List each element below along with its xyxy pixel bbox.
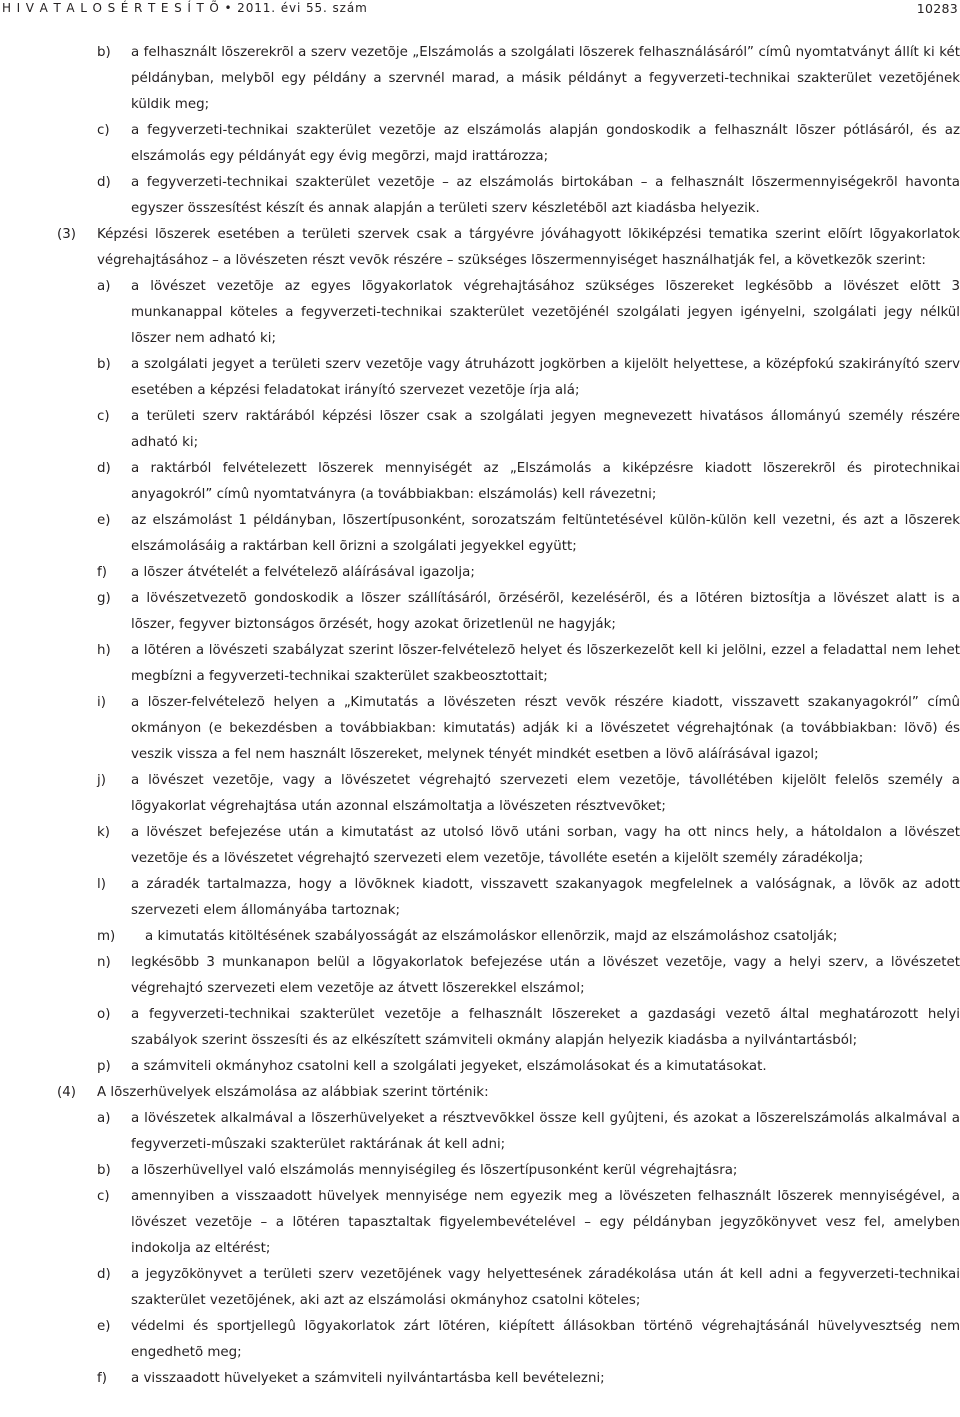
list-item-text: az elszámolást 1 példányban, lõszertípusonként, sorozatszám feltüntetésével külön-külön kell vezetni, és azt a lõszerek elszámolásáig a raktárban kell õrizni a szolgálati jegyekkel együtt; bbox=[131, 513, 960, 554]
list-item-label: n) bbox=[97, 955, 111, 970]
list-item-label: d) bbox=[97, 1267, 111, 1282]
list-item-label: b) bbox=[97, 1163, 111, 1178]
list-top bbox=[0, 40, 960, 222]
list-item-label: c) bbox=[97, 123, 110, 138]
list-item bbox=[0, 638, 960, 690]
list-item-text: a jegyzõkönyvet a területi szerv vezetõjének vagy helyettesének záradékolása után át kell adni a fegyverzeti-technikai szakterület vezetõjének, aki azt az elszámolási okmányhoz csatolni köteles; bbox=[131, 1267, 960, 1308]
list-item bbox=[0, 170, 960, 222]
list-item-label: b) bbox=[97, 357, 111, 372]
list-item bbox=[0, 1314, 960, 1366]
list-item bbox=[0, 1106, 960, 1158]
list-item-text: a lövészet befejezése után a kimutatást az utolsó lövõ utáni sorban, vagy ha ott nincs hely, a hátoldalon a lövészet vezetõje és a lövészetet végrehajtó szervezeti elem vezetõje, távolléte esetén a kijelölt személy záradékolja; bbox=[131, 825, 960, 866]
list-item bbox=[0, 690, 960, 768]
list-item-label: k) bbox=[97, 825, 110, 840]
list-item bbox=[0, 456, 960, 508]
list-item bbox=[0, 1262, 960, 1314]
list-item bbox=[0, 1054, 960, 1080]
list-item-label: i) bbox=[97, 695, 106, 710]
list-item bbox=[0, 274, 960, 352]
list-item bbox=[0, 1184, 960, 1262]
list-item bbox=[0, 872, 960, 924]
list-item-label: c) bbox=[97, 1189, 110, 1204]
list-item-text: a számviteli okmányhoz csatolni kell a szolgálati jegyeket, elszámolásokat és a kimutatásokat. bbox=[131, 1059, 767, 1074]
list-item-label: g) bbox=[97, 591, 111, 606]
list-item-text: a lövészet vezetõje, vagy a lövészetet végrehajtó szervezeti elem vezetõje, távollétében kijelölt felelõs személy a lõgyakorlat végrehajtása után azonnal elszámoltatja a lövészeten résztvevõket; bbox=[131, 773, 960, 814]
list-item-label: m) bbox=[97, 929, 116, 944]
paragraph-text: A lõszerhüvelyek elszámolása az alábbiak szerint történik: bbox=[97, 1085, 489, 1100]
list-paragraph-4 bbox=[0, 1106, 960, 1392]
list-item bbox=[0, 1002, 960, 1054]
list-item-text: a lövészetvezetõ gondoskodik a lõszer szállításáról, õrzésérõl, kezelésérõl, és a lõtéren biztosítja a lövészet alatt is a lõszer, fegyver biztonságos õrzését, hogy azokat õrizetlenül ne hagyják; bbox=[131, 591, 960, 632]
list-item-text: a lövészet vezetõje az egyes lõgyakorlatok végrehajtásához szükséges lõszereket legkésõbb a lövészet elõtt 3 munkanappal köteles a fegyverzeti-technikai szakterület vezetõjénél szolgálati jegyen igényelni, szolgálati jegy nélkül lõszer nem adható ki; bbox=[131, 279, 960, 346]
list-item bbox=[0, 768, 960, 820]
list-item-label: h) bbox=[97, 643, 111, 658]
list-item-text: a visszaadott hüvelyeket a számviteli nyilvántartásba kell bevételezni; bbox=[131, 1371, 605, 1386]
list-item-label: d) bbox=[97, 175, 111, 190]
list-item-text: a területi szerv raktárából képzési lõszer csak a szolgálati jegyen megnevezett hivatásos állományú személy részére adható ki; bbox=[131, 409, 960, 450]
list-item-text: legkésõbb 3 munkanapon belül a lõgyakorlatok befejezése után a lövészet vezetõje, vagy a helyi szerv, a lövészetet végrehajtó szervezeti elem vezetõje az átvett lõszerekkel elszámol; bbox=[131, 955, 960, 996]
document-body bbox=[0, 40, 960, 1392]
list-item bbox=[0, 508, 960, 560]
list-item-label: f) bbox=[97, 565, 107, 580]
paragraph-number: (4) bbox=[57, 1085, 76, 1100]
list-item bbox=[0, 1158, 960, 1184]
list-item-label: e) bbox=[97, 1319, 111, 1334]
list-item-text: a szolgálati jegyet a területi szerv vezetõje vagy átruházott jogkörben a kijelölt helyettese, a középfokú szakirányító szerv esetében a képzési feladatokat irányító szervezet vezetõje írja alá; bbox=[131, 357, 960, 398]
paragraph-4 bbox=[0, 1080, 960, 1106]
list-item-text: a felhasznált lõszerekrõl a szerv vezetõje „Elszámolás a szolgálati lõszerek felhasználásáról” címû nyomtatványt állít ki két példányban, melybõl egy példány a szervnél marad, a másik példányt a fegyverzeti-technikai szakterület vezetõjének küldik meg; bbox=[131, 45, 960, 112]
list-item-label: j) bbox=[97, 773, 106, 788]
list-item bbox=[0, 820, 960, 872]
list-item bbox=[0, 586, 960, 638]
list-item bbox=[0, 560, 960, 586]
list-item bbox=[0, 118, 960, 170]
list-item-label: o) bbox=[97, 1007, 111, 1022]
list-item-text: a lõtéren a lövészeti szabályzat szerint lõszer-felvételezõ helyet és lõszerkezelõt kell ki jelölni, ezzel a feladattal nem lehet megbízni a fegyverzeti-technikai szakterület szakbeosztottait; bbox=[131, 643, 960, 684]
list-item bbox=[0, 950, 960, 1002]
list-item-label: e) bbox=[97, 513, 111, 528]
list-item-text: a raktárból felvételezett lõszerek mennyiségét az „Elszámolás a kiképzésre kiadott lõszerekrõl és pirotechnikai anyagokról” címû nyomtatványra (a továbbiakban: elszámolás) kell rávezetni; bbox=[131, 461, 960, 502]
list-item-label: p) bbox=[97, 1059, 111, 1074]
journal-title: H I V A T A L O S É R T E S Í T Õ • 2011. évi 55. szám bbox=[2, 1, 368, 15]
list-item bbox=[0, 404, 960, 456]
list-item-label: f) bbox=[97, 1371, 107, 1386]
list-item bbox=[0, 924, 960, 950]
paragraph-number: (3) bbox=[57, 227, 76, 242]
list-item bbox=[0, 1366, 960, 1392]
list-item-text: a záradék tartalmazza, hogy a lövõknek kiadott, visszavett szakanyagok megfelelnek a valóságnak, a lövõk az adott szervezeti elem állományába tartoznak; bbox=[131, 877, 960, 918]
list-paragraph-3 bbox=[0, 274, 960, 1080]
list-item-text: a kimutatás kitöltésének szabályosságát az elszámoláskor ellenõrzik, majd az elszámoláshoz csatolják; bbox=[145, 929, 838, 944]
list-item-text: amennyiben a visszaadott hüvelyek mennyisége nem egyezik meg a lövészeten felhasznált lõszerek mennyiségével, a lövészet vezetõje – a lõtéren tapasztaltak figyelembevételével – egy példányban jegyzõkönyvet vesz fel, amelyben indokolja az eltérést; bbox=[131, 1189, 960, 1256]
list-item-label: c) bbox=[97, 409, 110, 424]
list-item-text: a lõszerhüvellyel való elszámolás mennyiségileg és lõszertípusonként kerül végrehajtásra; bbox=[131, 1163, 738, 1178]
list-item-text: a lõszer átvételét a felvételezõ aláírásával igazolja; bbox=[131, 565, 475, 580]
page-number: 10283 bbox=[916, 1, 958, 16]
list-item-label: a) bbox=[97, 1111, 111, 1126]
list-item-text: a fegyverzeti-technikai szakterület vezetõje – az elszámolás birtokában – a felhasznált lõszermennyiségekrõl havonta egyszer összesítést készít és annak alapján a területi szerv készletébõl azt kiadásba helyezik. bbox=[131, 175, 960, 216]
list-item bbox=[0, 352, 960, 404]
list-item-label: l) bbox=[97, 877, 106, 892]
list-item-text: védelmi és sportjellegû lõgyakorlatok zárt lõtéren, kiépített állásokban történõ végrehajtásánál hüvelyvesztség nem engedhetõ meg; bbox=[131, 1319, 960, 1360]
list-item-text: a lõszer-felvételezõ helyen a „Kimutatás a lövészeten részt vevõk részére kiadott, visszavett szakanyagokról” címû okmányon (e bekezdésben a továbbiakban: kimutatás) adják ki a lövészetet végrehajtónak (a továbbiakban: lövõ) és veszik vissza a fel nem használt lõszereket, melynek tényét mindkét esetben a lövõ aláírásával igazol; bbox=[131, 695, 960, 762]
list-item-text: a lövészetek alkalmával a lõszerhüvelyeket a résztvevõkkel össze kell gyûjteni, és azokat a lõszerelszámolás alkalmával a fegyverzeti-mûszaki szakterület raktárának át kell adni; bbox=[131, 1111, 960, 1152]
paragraph-3 bbox=[0, 222, 960, 274]
paragraph-text: Képzési lõszerek esetében a területi szervek csak a tárgyévre jóváhagyott lõkiképzési tematika szerint elõírt lõgyakorlatok végrehajtásához – a lövészeten részt vevõk részére – szükséges lõszermennyiséget használhatják fel, a következõk szerint: bbox=[97, 227, 960, 268]
list-item-text: a fegyverzeti-technikai szakterület vezetõje az elszámolás alapján gondoskodik a felhasznált lõszer pótlásáról, és az elszámolás egy példányát egy évig megõrzi, majd irattározza; bbox=[131, 123, 960, 164]
list-item bbox=[0, 40, 960, 118]
list-item-label: d) bbox=[97, 461, 111, 476]
list-item-label: b) bbox=[97, 45, 111, 60]
list-item-label: a) bbox=[97, 279, 111, 294]
list-item-text: a fegyverzeti-technikai szakterület vezetõje a felhasznált lõszereket a gazdasági vezetõ által meghatározott helyi szabályok szerint összesíti és az elkészített számviteli okmány alapján helyezik kiadásba a nyilvántartásból; bbox=[131, 1007, 960, 1048]
page-header bbox=[0, 0, 960, 18]
